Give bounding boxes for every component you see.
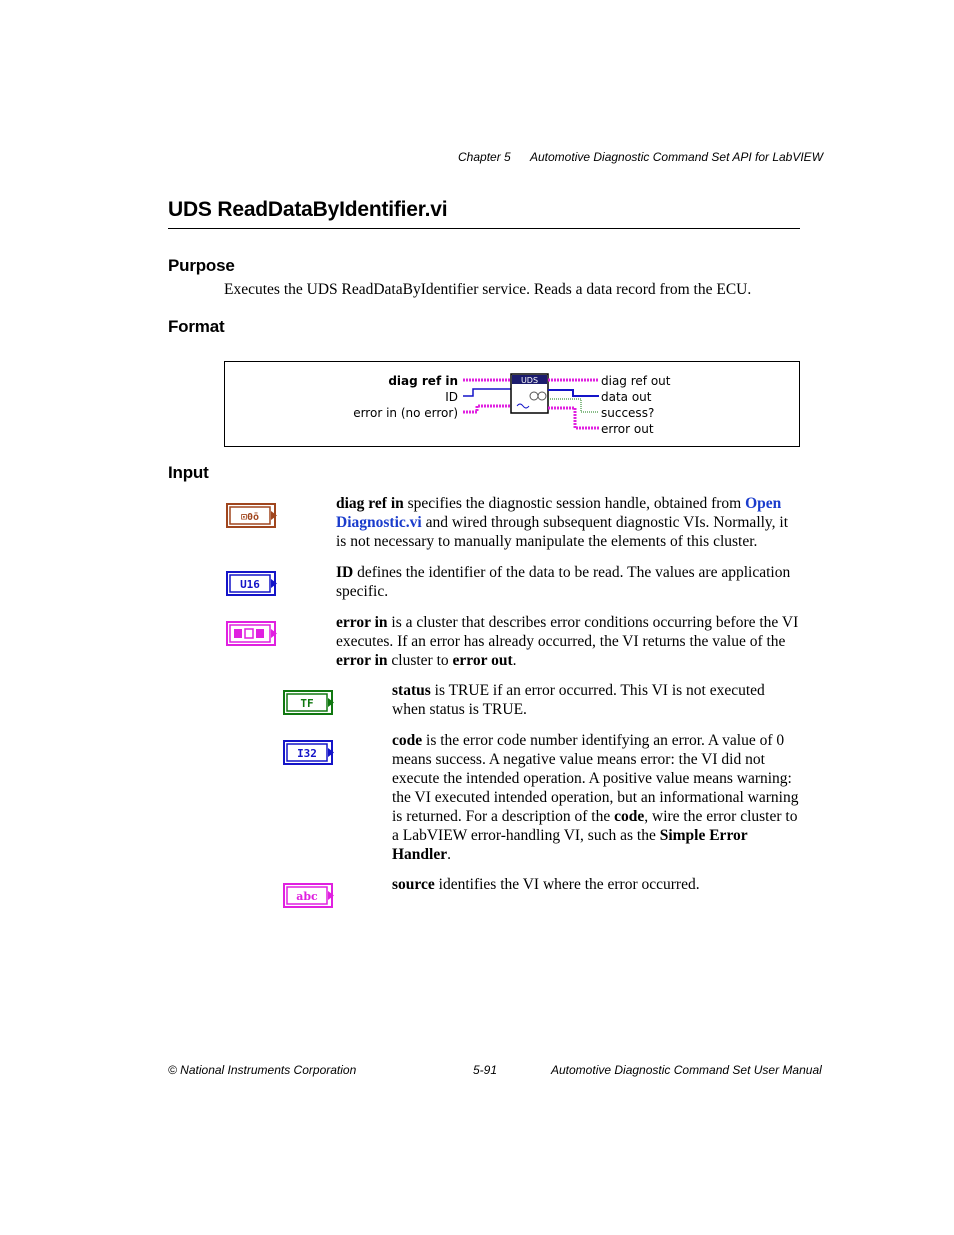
terminal-diag-ref-in: diag ref in [388, 374, 458, 388]
connector-pane-diagram [225, 362, 799, 446]
wire-error-out [548, 408, 599, 428]
open-diagnostic-link[interactable]: Open Diagnostic.vi [336, 495, 782, 531]
svg-text:U16: U16 [240, 578, 260, 591]
vi-icon-label: UDS [520, 376, 539, 385]
diag-ref-in-term: diag ref in [336, 495, 404, 512]
code-term: code [392, 732, 423, 749]
svg-text:⊡0ō: ⊡0ō [240, 512, 260, 523]
error-in-term: error in [336, 614, 388, 631]
wire-id [463, 389, 511, 396]
code-description: code is the error code number identifying an error. A value of 0 means success. A negative value means error: the VI did not execute the intended operation. A positive value means warning: the VI executed intended operation, but an informational warning is returned. For a description of the code, wire the error cluster to a LabVIEW error-handling VI, such as the Simple Error Handler. [392, 732, 799, 863]
terminal-error-out: error out [601, 422, 654, 436]
terminal-id: ID [445, 390, 458, 404]
status-description: status is TRUE if an error occurred. This VI is not executed when status is TRUE. [392, 682, 765, 718]
cluster-terminal-icon [226, 503, 278, 528]
wire-success [548, 399, 599, 412]
page-title: UDS ReadDataByIdentifier.vi [168, 198, 448, 221]
string-terminal-icon [283, 883, 335, 908]
terminal-success: success? [601, 406, 655, 420]
diag-ref-in-description: diag ref in specifies the diagnostic session handle, obtained from Open Diagnostic.vi and wired through subsequent diagnostic VIs. Normally, it is not necessary to manually manipulate the elements of this cluster. [336, 495, 789, 550]
terminal-error-in: error in (no error) [353, 406, 458, 420]
header-section: Automotive Diagnostic Command Set API for LabVIEW [530, 150, 824, 164]
i32-terminal-icon [283, 740, 335, 765]
u16-terminal-icon [226, 571, 278, 596]
purpose-text: Executes the UDS ReadDataByIdentifier service. Reads a data record from the ECU. [224, 281, 752, 298]
title-rule [168, 228, 800, 229]
wire-error-in [463, 406, 511, 412]
id-description: ID defines the identifier of the data to be read. The values are application specific. [336, 564, 791, 600]
boolean-terminal-icon [283, 690, 335, 715]
footer-page-number: 5-91 [473, 1063, 498, 1077]
footer-manual-title: Automotive Diagnostic Command Set User Manual [551, 1063, 822, 1077]
input-heading: Input [168, 463, 209, 482]
svg-text:I32: I32 [297, 747, 317, 760]
header-chapter: Chapter 5 [458, 150, 511, 164]
connector-pane-box [224, 361, 800, 447]
footer-copyright: © National Instruments Corporation [168, 1063, 357, 1077]
format-heading: Format [168, 317, 225, 336]
error-in-description: error in is a cluster that describes error conditions occurring before the VI executes. If an error has already occurred, the VI returns the value of the error in cluster to error out. [336, 614, 799, 669]
terminal-diag-ref-out: diag ref out [601, 374, 671, 388]
id-term: ID [336, 564, 354, 581]
svg-text:abc: abc [296, 890, 318, 903]
source-term: source [392, 876, 435, 893]
terminal-data-out: data out [601, 390, 652, 404]
source-description: source identifies the VI where the error occurred. [392, 876, 700, 893]
error-cluster-terminal-icon [226, 621, 278, 646]
purpose-heading: Purpose [168, 256, 235, 275]
wire-data-out [548, 390, 599, 396]
svg-text:TF: TF [300, 697, 314, 710]
status-term: status [392, 682, 431, 699]
